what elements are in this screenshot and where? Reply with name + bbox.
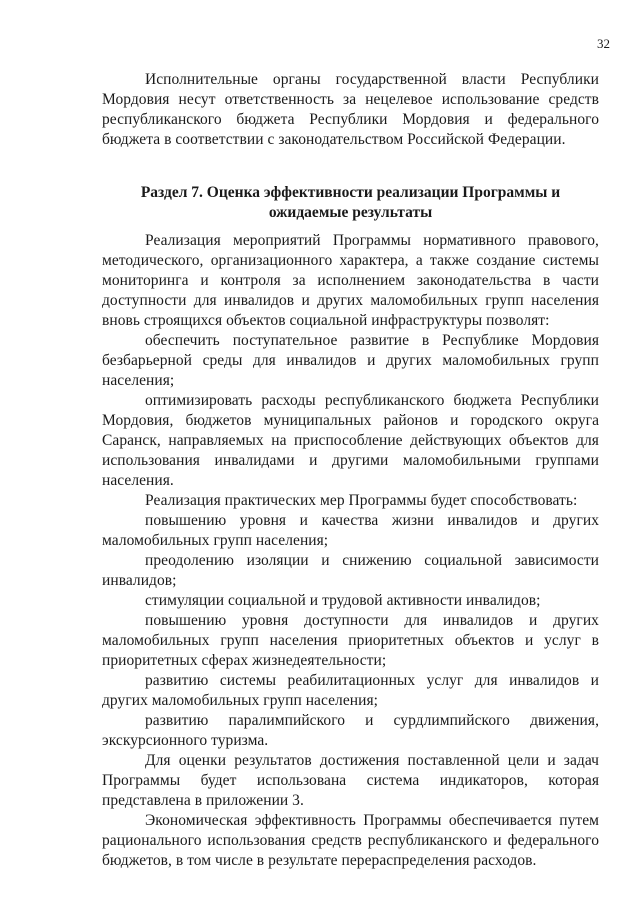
paragraph-measures-intro: Реализация мероприятий Программы нормативного правового, методического, организационного характера, а также создание системы мониторинга и контроля за исполнением законодательства в части доступности для инвалидов и других маломобильных групп населения вновь строящихся объектов социальной инфраструктуры позволят:: [102, 232, 599, 329]
paragraph-rehabilitation: развитию системы реабилитационных услуг для инвалидов и других маломобильных групп населения;: [102, 672, 599, 709]
section-heading: [102, 183, 599, 223]
paragraph-paralympic: развитию паралимпийского и сурдлимпийского движения, экскурсионного туризма.: [102, 712, 599, 749]
paragraph-economic-efficiency: Экономическая эффективность Программы обеспечивается путем рационального использования средств республиканского и федерального бюджетов, в том числе в результате перераспределения расходов.: [102, 812, 599, 869]
paragraph-quality-of-life: повышению уровня и качества жизни инвалидов и других маломобильных групп населения;: [102, 512, 599, 549]
paragraph-barrier-free: обеспечить поступательное развитие в Республике Мордовия безбарьерной среды для инвалидов и других маломобильных групп населения;: [102, 332, 599, 389]
paragraph-stimulate-activity: стимуляции социальной и трудовой активности инвалидов;: [145, 592, 541, 609]
intro-paragraph: Исполнительные органы государственной власти Республики Мордовия несут ответственность за нецелевое использование средств республиканского бюджета Республики Мордовия и федерального бюджета в соответствии с законодательством Российской Федерации.: [102, 71, 599, 148]
paragraph-overcome-isolation: преодолению изоляции и снижению социальной зависимости инвалидов;: [102, 552, 599, 589]
page-number: 32: [597, 36, 610, 51]
paragraph-practical-measures: Реализация практических мер Программы будет способствовать:: [145, 492, 578, 509]
section-heading-line-1: Раздел 7. Оценка эффективности реализации Программы и: [140, 184, 561, 201]
paragraph-accessibility-level: повышению уровня доступности для инвалидов и других маломобильных групп населения приоритетных объектов и услуг в приоритетных сферах жизнедеятельности;: [102, 612, 599, 669]
section-heading-line-2: ожидаемые результаты: [268, 204, 433, 221]
paragraph-indicators: Для оценки результатов достижения поставленной цели и задач Программы будет использована система индикаторов, которая представлена в приложении 3.: [102, 752, 599, 809]
intro-section: [102, 70, 599, 150]
section-body: [102, 231, 599, 871]
paragraph-optimize-costs: оптимизировать расходы республиканского бюджета Республики Мордовия, бюджетов муниципальных районов и городского округа Саранск, направляемых на приспособление действующих объектов для использования инвалидами и другими маломобильными группами населения.: [102, 392, 599, 489]
